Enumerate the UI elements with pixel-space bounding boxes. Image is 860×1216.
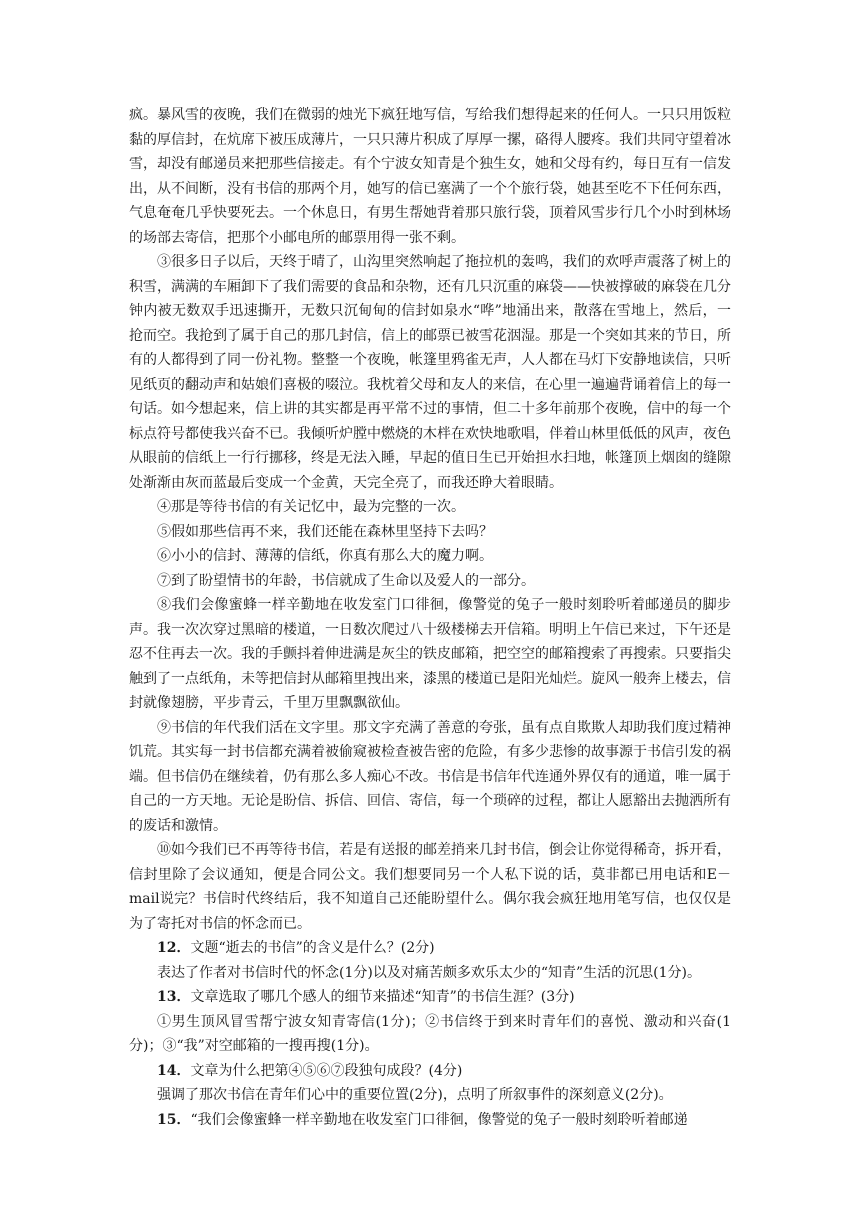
question-12 (129, 936, 731, 961)
answer-13: ①男生顶风冒雪帮宁波女知青寄信(1分)；②书信终于到来时青年们的喜悦、激动和兴奋(1分)；③“我”对空邮箱的一搜再搜(1分)。 (129, 1013, 731, 1054)
paragraph-10: ⑩如今我们已不再等待书信，若是有送报的邮差捎来几封书信，倒会让你觉得稀奇，拆开看，信封里除了会议通知，便是合同公文。我们想要同另一个人私下说的话，莫非都已用电话和E－mail说完？书信时代终结后，我不知道自己还能盼望什么。偶尔我会疯狂地用笔写信，也仅仅是为了寄托对书信的怀念而已。 (129, 842, 731, 932)
question-number: 12． (157, 940, 191, 956)
question-number: 13． (157, 989, 191, 1005)
question-15 (129, 1108, 731, 1133)
paragraph-9: ⑨书信的年代我们活在文字里。那文字充满了善意的夸张，虽有点自欺欺人却助我们度过精神饥荒。其实每一封书信都充满着被偷窥被检查被告密的危险，有多少悲惨的故事源于书信引发的祸端。但书信仍在继续着，仍有那么多人痴心不改。书信是书信年代连通外界仅有的通道，唯一属于自己的一方天地。无论是盼信、拆信、回信、寄信，每一个琐碎的过程，都让人愿豁出去抛洒所有的废话和激情。 (129, 719, 731, 834)
question-text: 文章为什么把第④⑤⑥⑦段独句成段？(4分) (190, 1062, 463, 1079)
paragraph-4: ④那是等待书信的有关记忆中，最为完整的一次。 (157, 499, 465, 515)
question-13 (129, 985, 731, 1010)
question-14 (129, 1059, 731, 1084)
paragraph-3: ③很多日子以后，天终于晴了，山沟里突然响起了拖拉机的轰鸣，我们的欢呼声震落了树上的积雪，满满的车厢卸下了我们需要的食品和杂物，还有几只沉重的麻袋——快被撑破的麻袋在几分钟内被无数双手迅速撕开，无数只沉甸甸的信封如泉水“哗”地涌出来，散落在雪地上，然后，一抢而空。我抢到了属于自己的那几封信，信上的邮票已被雪花洇湿。那是一个突如其来的节日，所有的人都得到了同一份礼物。整整一个夜晚，帐篷里鸦雀无声，人人都在马灯下安静地读信，只听见纸页的翻动声和姑娘们喜极的啜泣。我枕着父母和友人的来信，在心里一遍遍背诵着信上的每一句话。如今想起来，信上讲的其实都是再平常不过的事情，但二十多年前那个夜晚，信中的每一个标点符号都使我兴奋不已。我倾听炉膛中燃烧的木柈在欢快地歌唱，伴着山林里低低的风声，夜色从眼前的信纸上一行行挪移，终是无法入睡，早起的值日生已开始担水扫地，帐篷顶上烟囱的缝隙处渐渐由灰而蓝最后变成一个金黄，天完全亮了，而我还睁大着眼睛。 (129, 254, 731, 491)
answer-14: 强调了那次书信在青年们心中的重要位置(2分)，点明了所叙事件的深刻意义(2分)。 (157, 1087, 673, 1103)
paragraph-6: ⑥小小的信封、薄薄的信纸，你真有那么大的魔力啊。 (157, 548, 493, 564)
paragraph-8: ⑧我们会像蜜蜂一样辛勤地在收发室门口徘徊，像警觉的兔子一般时刻聆听着邮递员的脚步声。我一次次穿过黑暗的楼道，一日数次爬过八十级楼梯去开信箱。明明上午信已来过，下午还是忍不住再去一次。我的手颤抖着伸进满是灰尘的铁皮邮箱，把空空的邮箱搜索了再搜索。只要指尖触到了一点纸角，未等把信封从邮箱里拽出来，漆黑的楼道已是阳光灿烂。旋风一般奔上楼去，信封就像翅膀，平步青云，千里万里飘飘欲仙。 (129, 597, 731, 711)
paragraph-continued: 疯。暴风雪的夜晚，我们在微弱的烛光下疯狂地写信，写给我们想得起来的任何人。一只只用饭粒黏的厚信封，在炕席下被压成薄片，一只只薄片积成了厚厚一摞，硌得人腰疼。我们共同守望着冰雪，却没有邮递员来把那些信接走。有个宁波女知青是个独生女，她和父母有约，每日互有一信发出，从不间断，没有书信的那两个月，她写的信已塞满了一个个旅行袋，她甚至吃不下任何东西，气息奄奄几乎快要死去。一个休息日，有男生帮她背着那只旅行袋，顶着风雪步行几个小时到林场的场部去寄信，把那个小邮电所的邮票用得一张不剩。 (129, 107, 731, 246)
question-text: 文章选取了哪几个感人的细节来描述“知青”的书信生涯？(3分) (190, 989, 575, 1005)
question-text: 文题“逝去的书信”的含义是什么？(2分) (190, 940, 435, 956)
question-number: 15． (157, 1111, 191, 1128)
document-body (129, 103, 731, 1132)
answer-12: 表达了作者对书信时代的怀念(1分)以及对痛苦颇多欢乐太少的“知青”生活的沉思(1分)。 (157, 964, 701, 981)
question-number: 14． (157, 1062, 191, 1079)
paragraph-5: ⑤假如那些信再不来，我们还能在森林里坚持下去吗？ (157, 523, 493, 540)
paragraph-7: ⑦到了盼望情书的年龄，书信就成了生命以及爱人的一部分。 (157, 572, 535, 589)
question-text: “我们会像蜜蜂一样辛勤地在收发室门口徘徊，像警觉的兔子一般时刻聆听着邮递 (190, 1111, 688, 1128)
